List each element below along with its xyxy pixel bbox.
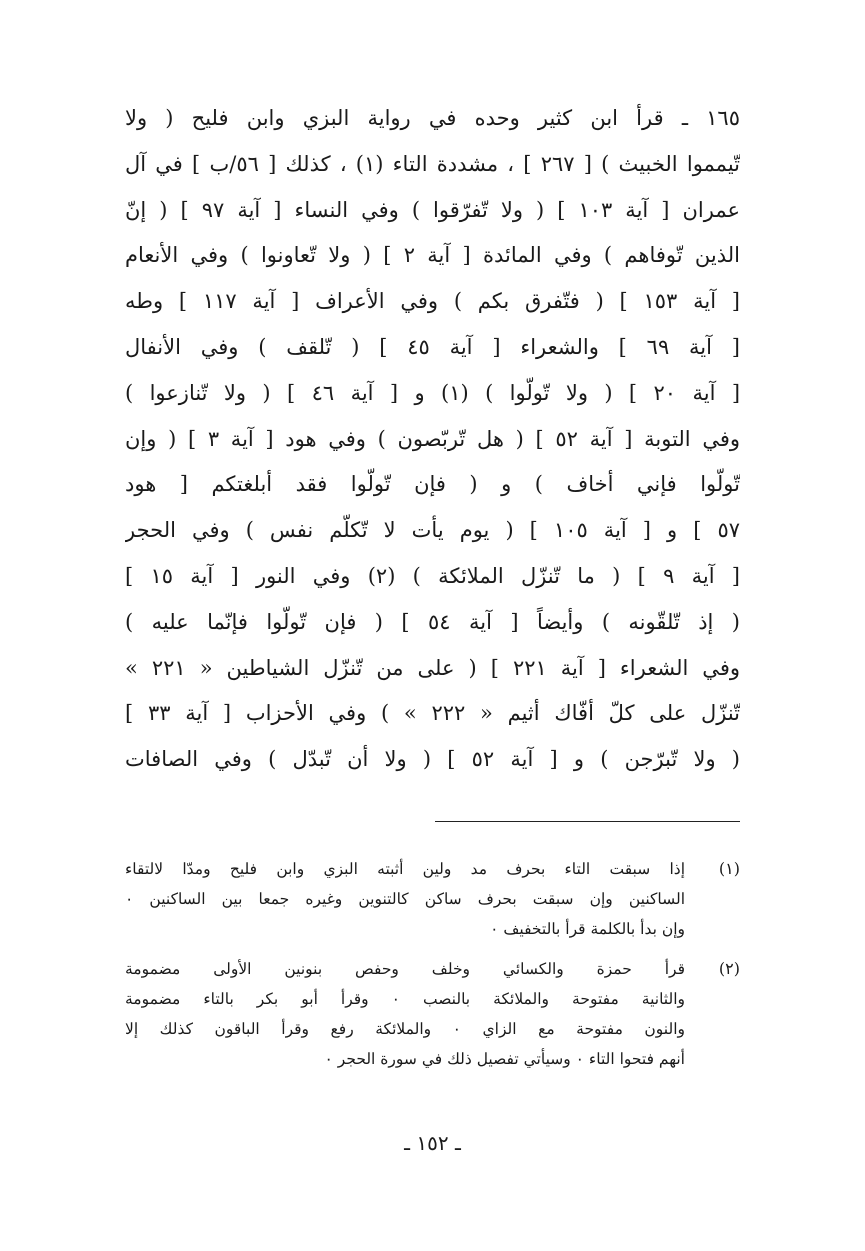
footnote-line: وإن بدأ بالكلمة قرأ بالتخفيف ٠ [490,920,685,938]
footnote-line: أنهم فتحوا التاء ٠ وسيأتي تفصيل ذلك في سورة الحجر ٠ [324,1050,685,1068]
main-text-line: [ آية ٦٩ ] والشعراء [ آية ٤٥ ] ( تّلقف ) وفي الأنفال [125,334,740,359]
footnote-2 [125,954,740,1074]
main-text-line: وفي التوبة [ آية ٥٢ ] ( هل تّربّصون ) وفي هود [ آية ٣ ] ( وإن [125,426,740,451]
main-text-line: [ آية ٢٠ ] ( ولا تّولّوا ) (١) و [ آية ٤٦ ] ( ولا تّنازعوا ) [125,380,740,405]
footnote-separator [435,821,740,822]
footnote-1 [125,854,740,944]
footnote-line: الساكنين وإن سبقت بحرف ساكن كالتنوين وغيره جمعا بين الساكنين ٠ [125,890,685,908]
main-text-line: عمران [ آية ١٠٣ ] ( ولا تّفرّقوا ) وفي النساء [ آية ٩٧ ] ( إنّ [125,197,740,222]
main-text-line: [ آية ١٥٣ ] ( فتّفرق بكم ) وفي الأعراف [ آية ١١٧ ] وطه [125,289,740,314]
main-text-line: ( إذ تّلقّونه ) وأيضاً [ آية ٥٤ ] ( فإن تّولّوا فإنّما عليه ) [125,609,740,634]
footnote-line: والثانية مفتوحة والملائكة بالنصب ٠ وقرأ أبو بكر بالتاء مضمومة [125,990,685,1008]
main-text-line: الذين تّوفاهم ) وفي المائدة [ آية ٢ ] ( ولا تّعاونوا ) وفي الأنعام [125,243,740,268]
footnote-line: إذا سبقت التاء بحرف مد ولين أثبته البزي وابن فليح ومدّا لالتقاء [125,860,685,878]
main-text-line: ( ولا تّبرّجن ) و [ آية ٥٢ ] ( ولا أن تّبدّل ) وفي الصافات [125,747,740,772]
main-text-line: [ آية ٩ ] ( ما تّنزّل الملائكة ) (٢) وفي النور [ آية ١٥ ] [125,563,740,588]
main-text-line: تّنزّل على كلّ أفّاك أثيم « ٢٢٢ » ) وفي الأحزاب [ آية ٣٣ ] [125,701,740,726]
main-text-line: ١٦٥ ـ قرأ ابن كثير وحده في رواية البزي وابن فليح ( ولا [125,106,740,130]
footnotes-block [125,854,740,1084]
main-text-block [125,96,740,783]
footnote-number: (١) [718,859,740,878]
footnote-line: والنون مفتوحة مع الزاي ٠ والملائكة رفع وقرأ الباقون كذلك إلا [125,1020,685,1038]
main-text-line: وفي الشعراء [ آية ٢٢١ ] ( على من تّنزّل الشياطين « ٢٢١ » [125,655,740,680]
page-number: ـ ١٥٢ ـ [404,1131,461,1155]
main-text-line: ٥٧ ] و [ آية ١٠٥ ] ( يوم يأت لا تّكلّم نفس ) وفي الحجر [125,518,740,543]
main-text-line: تّولّوا فإني أخاف ) و ( فإن تّولّوا فقد أبلغتكم [ هود [125,472,740,497]
main-text-line: تّيمموا الخبيث ) [ ٢٦٧ ] ، مشددة التاء (١) ، كذلك [ ٥٦/ب ] في آل [125,151,740,176]
footnote-line: قرأ حمزة والكسائي وخلف وحفص بنونين الأولى مضمومة [125,960,685,978]
footnote-number: (٢) [718,959,740,978]
